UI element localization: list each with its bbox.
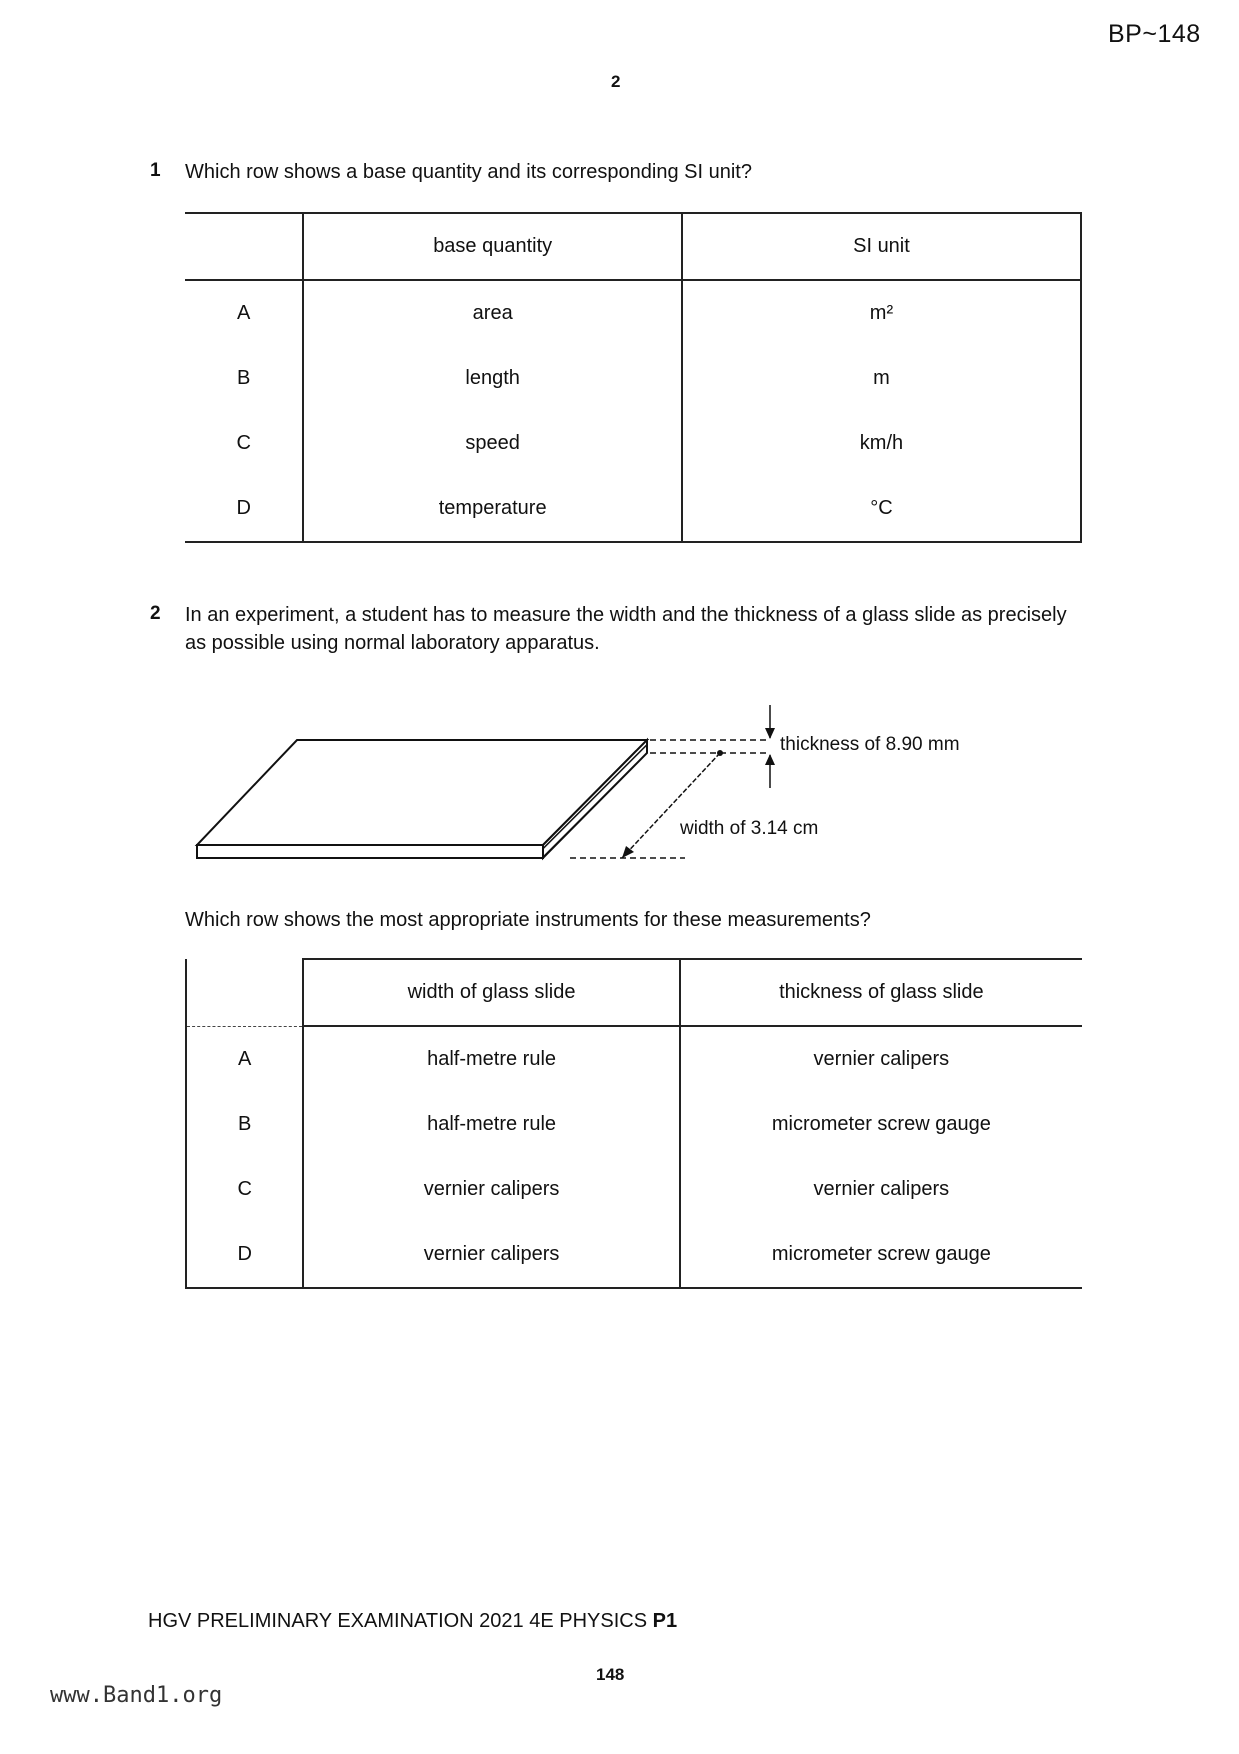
- watermark-link[interactable]: www.Band1.org: [50, 1683, 223, 1708]
- option-letter: D: [236, 497, 251, 519]
- question-1-text: Which row shows a base quantity and its corresponding SI unit?: [185, 161, 752, 183]
- thickness-instrument-cell: micrometer screw gauge: [680, 1092, 1082, 1157]
- thickness-instrument-cell: vernier calipers: [680, 1026, 1082, 1092]
- thickness-label: thickness of 8.90 mm: [780, 734, 960, 755]
- slide-top-face: [197, 740, 647, 845]
- option-row-d: [185, 476, 1081, 542]
- si-unit-cell: m: [682, 346, 1081, 411]
- option-letter: D: [186, 1222, 303, 1288]
- slide-front-face: [197, 845, 543, 858]
- option-row-d: [186, 1222, 1082, 1288]
- width-instrument-cell: vernier calipers: [303, 1222, 679, 1288]
- option-letter: C: [236, 432, 251, 454]
- width-instrument-cell: half-metre rule: [303, 1026, 679, 1092]
- thickness-arrow-top-head: [765, 728, 775, 739]
- option-letter: B: [186, 1092, 303, 1157]
- option-row-a: [185, 280, 1081, 346]
- question-2-options-table: [185, 958, 1082, 1289]
- base-quantity-cell: area: [303, 280, 682, 346]
- document-code: BP~148: [1108, 20, 1201, 48]
- exam-title: HGV PRELIMINARY EXAMINATION 2021 4E PHYSICS: [148, 1610, 648, 1632]
- glass-slide-figure: [190, 700, 1020, 870]
- question-2-number: 2: [150, 603, 161, 624]
- option-letter: A: [186, 1026, 303, 1092]
- si-unit-cell: km/h: [682, 411, 1081, 476]
- header-width: width of glass slide: [303, 959, 679, 1026]
- option-row-c: [186, 1157, 1082, 1222]
- width-label: width of 3.14 cm: [680, 818, 819, 839]
- option-row-b: [185, 346, 1081, 411]
- header-thickness: thickness of glass slide: [680, 959, 1082, 1026]
- table-header-row: [186, 959, 1082, 1026]
- table-header-row: [185, 213, 1081, 280]
- thickness-instrument-cell: micrometer screw gauge: [680, 1222, 1082, 1288]
- base-quantity-cell: length: [303, 346, 682, 411]
- header-si-unit: SI unit: [682, 213, 1081, 280]
- option-letter: C: [186, 1157, 303, 1222]
- option-row-a: [186, 1026, 1082, 1092]
- question-2-text: In an experiment, a student has to measure the width and the thickness of a glass slide as precisely as possible using normal laboratory apparatus.: [185, 604, 1067, 654]
- question-1-number: 1: [150, 160, 161, 181]
- header-base-quantity: base quantity: [303, 213, 682, 280]
- question-2-prompt: Which row shows the most appropriate instruments for these measurements?: [185, 909, 871, 931]
- option-letter: B: [237, 367, 251, 389]
- si-unit-cell: m²: [682, 280, 1081, 346]
- header-blank: [185, 213, 303, 280]
- question-1-options-table: [185, 212, 1082, 543]
- glass-slide-diagram: [190, 700, 1020, 870]
- si-unit-cell: °C: [682, 476, 1081, 542]
- base-quantity-cell: temperature: [303, 476, 682, 542]
- paper-code: P1: [652, 1610, 678, 1632]
- option-letter: A: [237, 302, 251, 324]
- thickness-arrow-bottom-head: [765, 754, 775, 765]
- option-row-c: [185, 411, 1081, 476]
- width-instrument-cell: half-metre rule: [303, 1092, 679, 1157]
- base-quantity-cell: speed: [303, 411, 682, 476]
- width-dimension-end-top: [717, 750, 723, 756]
- exam-footer-title: [148, 1610, 677, 1633]
- header-blank: [186, 959, 303, 1026]
- width-instrument-cell: vernier calipers: [303, 1157, 679, 1222]
- thickness-instrument-cell: vernier calipers: [680, 1157, 1082, 1222]
- option-row-b: [186, 1092, 1082, 1157]
- page-number-bottom: 148: [596, 1665, 625, 1684]
- width-dimension-line: [622, 753, 720, 858]
- page-number-top: 2: [611, 72, 621, 91]
